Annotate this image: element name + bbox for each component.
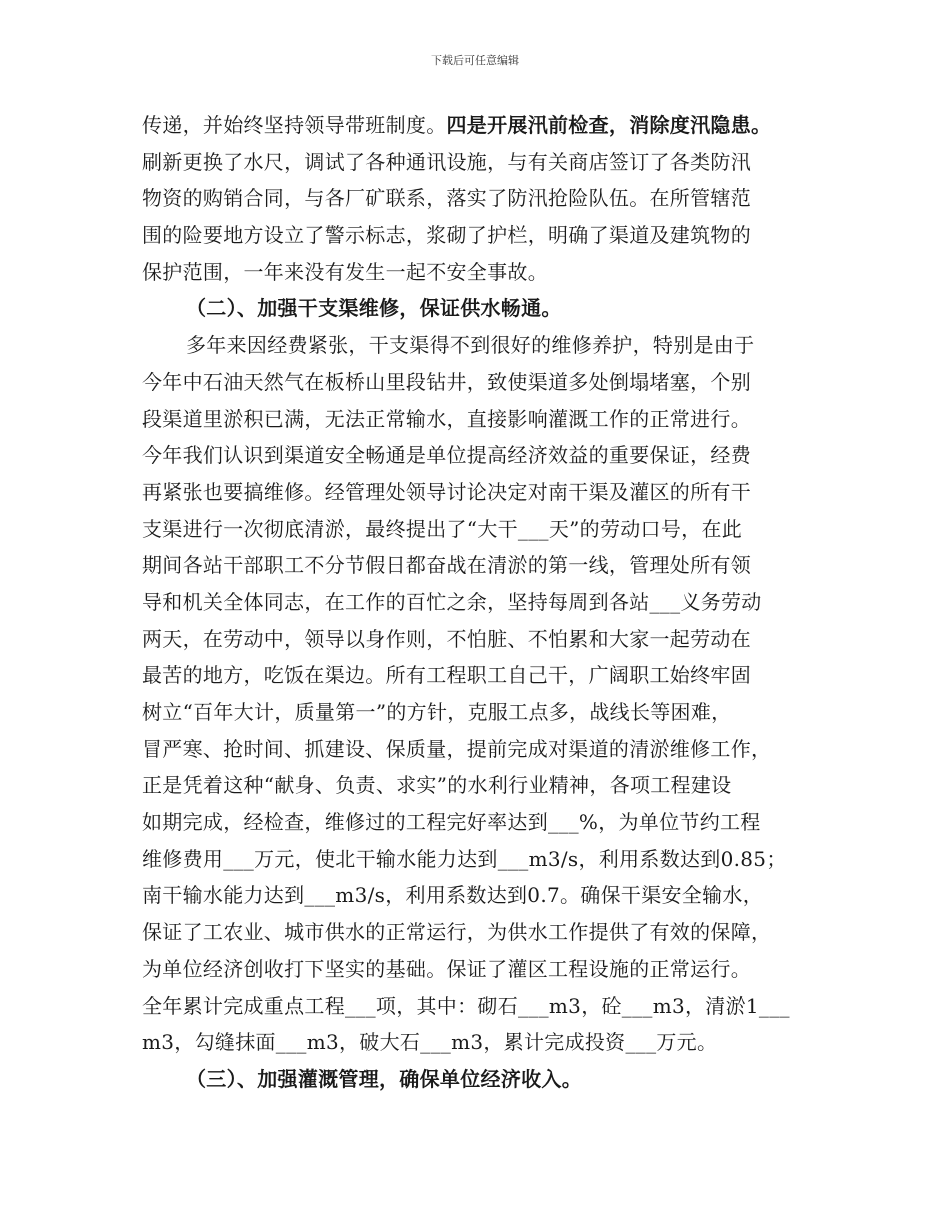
text-line: 段渠道里淤积已满，无法正常输水，直接影响灌溉工作的正常进行。 — [142, 406, 751, 431]
text-line: 多年来因经费紧张，干支渠得不到很好的维修养护，特别是由于 — [186, 333, 755, 358]
text-line: m3，勾缝抹面___m3，破大石___m3，累计完成投资___万元。 — [142, 1030, 718, 1055]
text-line: 维修费用___万元，使北干输水能力达到___m3/s，利用系数达到0.85； — [142, 846, 787, 871]
text-line: 再紧张也要搞维修。经管理处领导讨论决定对南干渠及灌区的所有干 — [142, 479, 751, 504]
text-line: 刷新更换了水尺，调试了各种通讯设施，与有关商店签订了各类防汛 — [142, 149, 751, 174]
text-line: 全年累计完成重点工程___项，其中：砌石___m3，砼___m3，清淤1___ — [142, 993, 790, 1018]
text-line: 围的险要地方设立了警示标志，浆砌了护栏，明确了渠道及建筑物的 — [142, 223, 751, 248]
text-line: 物资的购销合同，与各厂矿联系，落实了防汛抢险队伍。在所管辖范 — [142, 186, 751, 211]
text-line: 冒严寒、抢时间、抓建设、保质量，提前完成对渠道的清淤维修工作， — [142, 736, 772, 761]
text-line: 为单位经济创收打下坚实的基础。保证了灌区工程设施的正常运行。 — [142, 956, 751, 981]
page-header: 下载后可任意编辑 — [431, 54, 519, 67]
text-line: 导和机关全体同志，在工作的百忙之余，坚持每周到各站___义务劳动 — [142, 589, 762, 614]
text-line: 南干输水能力达到___m3/s，利用系数达到0.7。确保干渠安全输水， — [142, 883, 763, 908]
text-line: 期间各站干部职工不分节假日都奋战在清淤的第一线，管理处所有领 — [142, 553, 751, 578]
text-line: 正是凭着这种“献身、负责、求实”的水利行业精神，各项工程建设 — [142, 773, 732, 798]
text-span: 传递，并始终坚持领导带班制度。 — [142, 113, 447, 137]
text-line: 树立“百年大计，质量第一”的方针，克服工点多，战线长等困难， — [142, 700, 732, 724]
text-line: 最苦的地方，吃饭在渠边。所有工程职工自己干，广阔职工始终牢固 — [142, 663, 751, 688]
text-line: 今年我们认识到渠道安全畅通是单位提高经济效益的重要保证，经费 — [142, 443, 751, 468]
text-line: 支渠进行一次彻底清淤，最终提出了“大干___天”的劳动口号，在此 — [142, 516, 743, 541]
text-line: 如期完成，经检查，维修过的工程完好率达到___%，为单位节约工程 — [142, 810, 761, 835]
bold-phrase: 四是开展汛前检查，消除度汛隐患。 — [446, 113, 772, 137]
section-heading: （三）、加强灌溉管理，确保单位经济收入。 — [186, 1066, 582, 1091]
text-line: 保证了工农业、城市供水的正常运行，为供水工作提供了有效的保障， — [142, 920, 772, 945]
text-line: 两天，在劳动中，领导以身作则，不怕脏、不怕累和大家一起劳动在 — [142, 626, 751, 651]
text-line — [142, 107, 814, 144]
text-line: 今年中石油天然气在板桥山里段钻井，致使渠道多处倒塌堵塞，个别 — [142, 369, 751, 394]
section-heading: （二）、加强干支渠维修，保证供水畅通。 — [186, 296, 562, 321]
text-line: 保护范围，一年来没有发生一起不安全事故。 — [142, 259, 548, 284]
document-body — [142, 107, 814, 1098]
